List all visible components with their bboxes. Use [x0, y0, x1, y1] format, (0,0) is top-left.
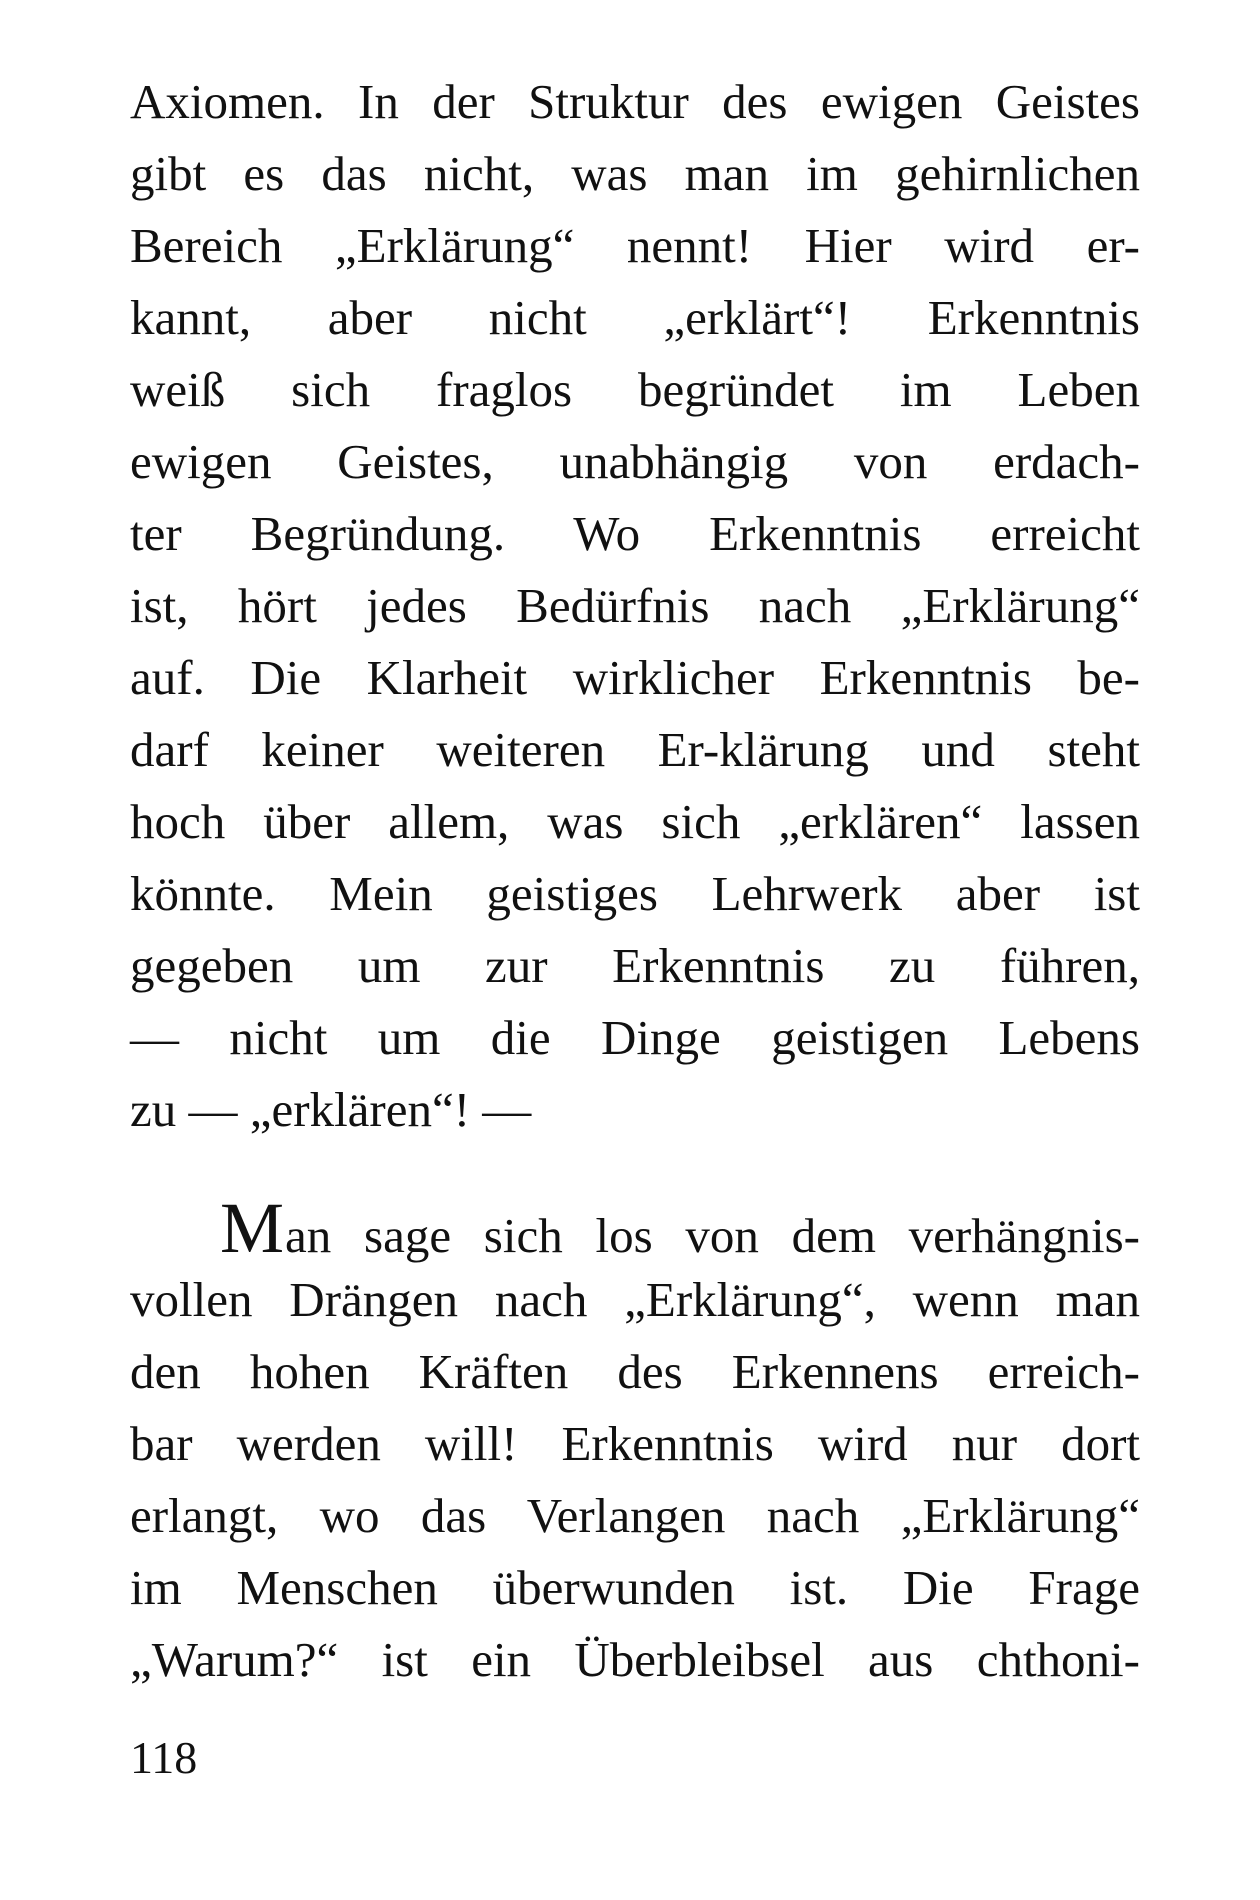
- page-number: 118: [130, 1732, 198, 1783]
- text-line: hoch über allem, was sich „erklären“ lassen: [130, 794, 1140, 849]
- first-line-text: an sage sich los von dem verhängnis-: [285, 1208, 1140, 1263]
- text-line: weiß sich fraglos begründet im Leben: [130, 362, 1140, 417]
- text-line: gibt es das nicht, was man im gehirnlichen: [130, 146, 1140, 201]
- text-line: Bereich „Erklärung“ nennt! Hier wird er-: [130, 218, 1140, 273]
- text-line: den hohen Kräften des Erkennens erreich-: [130, 1344, 1140, 1399]
- text-line: kannt, aber nicht „erklärt“! Erkenntnis: [130, 290, 1140, 345]
- text-line: auf. Die Klarheit wirklicher Erkenntnis be-: [130, 650, 1140, 705]
- text-line: bar werden will! Erkenntnis wird nur dort: [130, 1416, 1140, 1471]
- text-line: könnte. Mein geistiges Lehrwerk aber ist: [130, 866, 1140, 921]
- text-line: ter Begründung. Wo Erkenntnis erreicht: [130, 506, 1140, 561]
- text-line: Axiomen. In der Struktur des ewigen Geistes: [130, 74, 1140, 129]
- drop-cap: M: [220, 1188, 286, 1268]
- text-line: vollen Drängen nach „Erklärung“, wenn man: [130, 1272, 1140, 1327]
- text-line-last: zu — „erklären“! —: [130, 1082, 532, 1137]
- paragraph-2: [130, 1188, 1140, 1696]
- text-line: gegeben um zur Erkenntnis zu führen,: [130, 938, 1140, 993]
- text-line: im Menschen überwunden ist. Die Frage: [130, 1560, 1140, 1615]
- text-line: ist, hört jedes Bedürfnis nach „Erklärung“: [130, 578, 1140, 633]
- text-line: — nicht um die Dinge geistigen Lebens: [130, 1010, 1140, 1065]
- text-line: ewigen Geistes, unabhängig von erdach-: [130, 434, 1140, 489]
- text-line: „Warum?“ ist ein Überbleibsel aus chthoni-: [130, 1632, 1140, 1687]
- text-line-first: [130, 1188, 1140, 1268]
- text-line: erlangt, wo das Verlangen nach „Erklärung“: [130, 1488, 1140, 1543]
- text-line: darf keiner weiteren Er-klärung und steht: [130, 722, 1140, 777]
- paragraph-1: [130, 66, 1140, 1146]
